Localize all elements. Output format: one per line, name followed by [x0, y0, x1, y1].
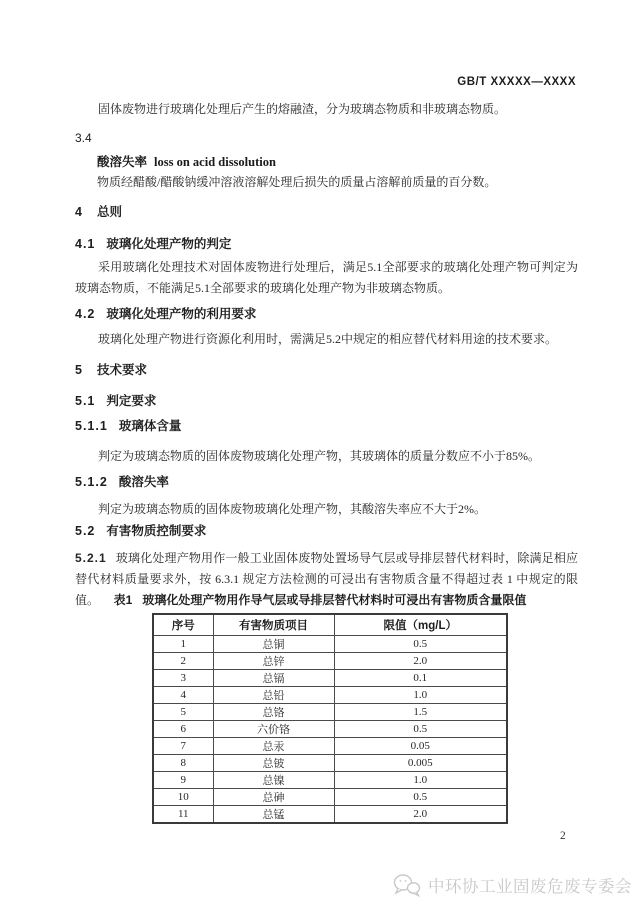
paragraph-4-2: 玻璃化处理产物进行资源化利用时，需满足5.2中规定的相应替代材料用途的技术要求。: [98, 332, 558, 346]
term-definition: 物质经醋酸/醋酸钠缓冲溶液溶解处理后损失的质量占溶解前质量的百分数。: [97, 175, 497, 189]
cell-item: 六价铬: [213, 720, 334, 737]
intro-paragraph: 固体废物进行玻璃化处理后产生的熔融渣，分为玻璃态物质和非玻璃态物质。: [98, 102, 507, 116]
cell-item: 总镍: [213, 771, 334, 788]
table-row: [153, 635, 507, 652]
cell-no: 3: [153, 669, 213, 686]
term-en: loss on acid dissolution: [154, 155, 276, 169]
cell-no: 4: [153, 686, 213, 703]
cell-limit: 0.5: [334, 720, 507, 737]
cell-no: 10: [153, 788, 213, 805]
table-header-item: 有害物质项目: [213, 614, 334, 635]
table-row: [153, 788, 507, 805]
cell-limit: 1.0: [334, 771, 507, 788]
cell-item: 总镉: [213, 669, 334, 686]
cell-item: 总铍: [213, 754, 334, 771]
table1-title: [60, 591, 580, 608]
table1-hazardous-substance-limits: [152, 613, 508, 824]
paragraph-5-1-2: 判定为玻璃态物质的固体废物玻璃化处理产物，其酸溶失率应不大于2%。: [98, 502, 486, 516]
cell-item: 总铅: [213, 686, 334, 703]
page-number: 2: [560, 830, 566, 842]
heading-4-1-title: 玻璃化处理产物的判定: [106, 237, 232, 251]
table-row: [153, 805, 507, 823]
heading-5-1-2-number: 5.1.2: [75, 475, 108, 489]
heading-5-title: 技术要求: [96, 363, 147, 377]
cell-item: 总锰: [213, 805, 334, 823]
cell-limit: 2.0: [334, 805, 507, 823]
heading-5: [75, 360, 578, 378]
heading-4: [75, 202, 578, 220]
heading-4-2-number: 4.2: [75, 307, 96, 321]
heading-5-2-title: 有害物质控制要求: [106, 524, 207, 538]
heading-5-2: [75, 521, 578, 539]
cell-no: 2: [153, 652, 213, 669]
table1-title-text: 玻璃化处理产物用作导气层或导排层替代材料时可浸出有害物质含量限值: [142, 593, 527, 607]
cell-limit: 0.5: [334, 788, 507, 805]
heading-5-2-number: 5.2: [75, 524, 96, 538]
table-header-no: 序号: [153, 614, 213, 635]
paragraph-4-1: 采用玻璃化处理技术对固体废物进行处理后，满足5.1全部要求的玻璃化处理产物可判定为玻璃态物质，不能满足5.1全部要求的玻璃化处理产物为非玻璃态物质。: [75, 260, 578, 295]
table-header-limit: 限值（mg/L）: [334, 614, 507, 635]
paragraph-5-1-1: 判定为玻璃态物质的固体废物玻璃化处理产物，其玻璃体的质量分数应不小于85%。: [98, 449, 540, 463]
heading-4-1-number: 4.1: [75, 237, 96, 251]
cell-item: 总汞: [213, 737, 334, 754]
heading-5-1-2: [75, 472, 578, 490]
table-header-row: [153, 614, 507, 635]
cell-limit: 1.0: [334, 686, 507, 703]
term-zh: 酸溶失率: [97, 155, 148, 169]
table-row: [153, 771, 507, 788]
cell-limit: 0.05: [334, 737, 507, 754]
table-row: [153, 686, 507, 703]
clause-3-4-number: 3.4: [75, 131, 92, 145]
heading-5-1-2-title: 酸溶失率: [118, 475, 169, 489]
cell-item: 总铜: [213, 635, 334, 652]
cell-no: 8: [153, 754, 213, 771]
heading-5-1-number: 5.1: [75, 394, 96, 408]
cell-item: 总锌: [213, 652, 334, 669]
cell-no: 6: [153, 720, 213, 737]
heading-5-1-1-number: 5.1.1: [75, 419, 108, 433]
cell-limit: 1.5: [334, 703, 507, 720]
table-row: [153, 754, 507, 771]
table-row: [153, 703, 507, 720]
heading-4-title: 总则: [96, 205, 122, 219]
heading-4-2: [75, 304, 578, 322]
cell-item: 总砷: [213, 788, 334, 805]
watermark: [392, 872, 632, 898]
cell-no: 7: [153, 737, 213, 754]
cell-no: 5: [153, 703, 213, 720]
watermark-text: 中环协工业固废危废专委会: [428, 878, 632, 896]
cell-no: 9: [153, 771, 213, 788]
cell-limit: 0.005: [334, 754, 507, 771]
heading-5-1-1: [75, 416, 578, 434]
table-row: [153, 737, 507, 754]
term-line: [97, 152, 578, 170]
heading-4-number: 4: [75, 205, 83, 219]
heading-4-1: [75, 234, 578, 252]
doc-number: GB/T XXXXX—XXXX: [457, 76, 576, 88]
cell-limit: 0.1: [334, 669, 507, 686]
heading-4-2-title: 玻璃化处理产物的利用要求: [106, 307, 257, 321]
table-row: [153, 669, 507, 686]
table-row: [153, 652, 507, 669]
heading-5-1-1-title: 玻璃体含量: [118, 419, 182, 433]
paragraph-5-2-1-body: 玻璃化处理产物用作一般工业固体废物处置场导气层或导排层替代材料时，除满足相应替代材料质量要求外，按 6.3.1 规定方法检测的可浸出有害物质含量不得超过表 1 中规定的限值。: [75, 551, 578, 607]
cell-item: 总铬: [213, 703, 334, 720]
wechat-bubbles-icon: [392, 872, 422, 898]
heading-5-1-title: 判定要求: [106, 394, 157, 408]
cell-limit: 2.0: [334, 652, 507, 669]
table1-label: 表1: [113, 593, 133, 607]
cell-no: 11: [153, 805, 213, 823]
paragraph-5-2-1-number: 5.2.1: [75, 551, 107, 565]
table-row: [153, 720, 507, 737]
cell-limit: 0.5: [334, 635, 507, 652]
heading-5-number: 5: [75, 363, 83, 377]
heading-5-1: [75, 391, 578, 409]
cell-no: 1: [153, 635, 213, 652]
